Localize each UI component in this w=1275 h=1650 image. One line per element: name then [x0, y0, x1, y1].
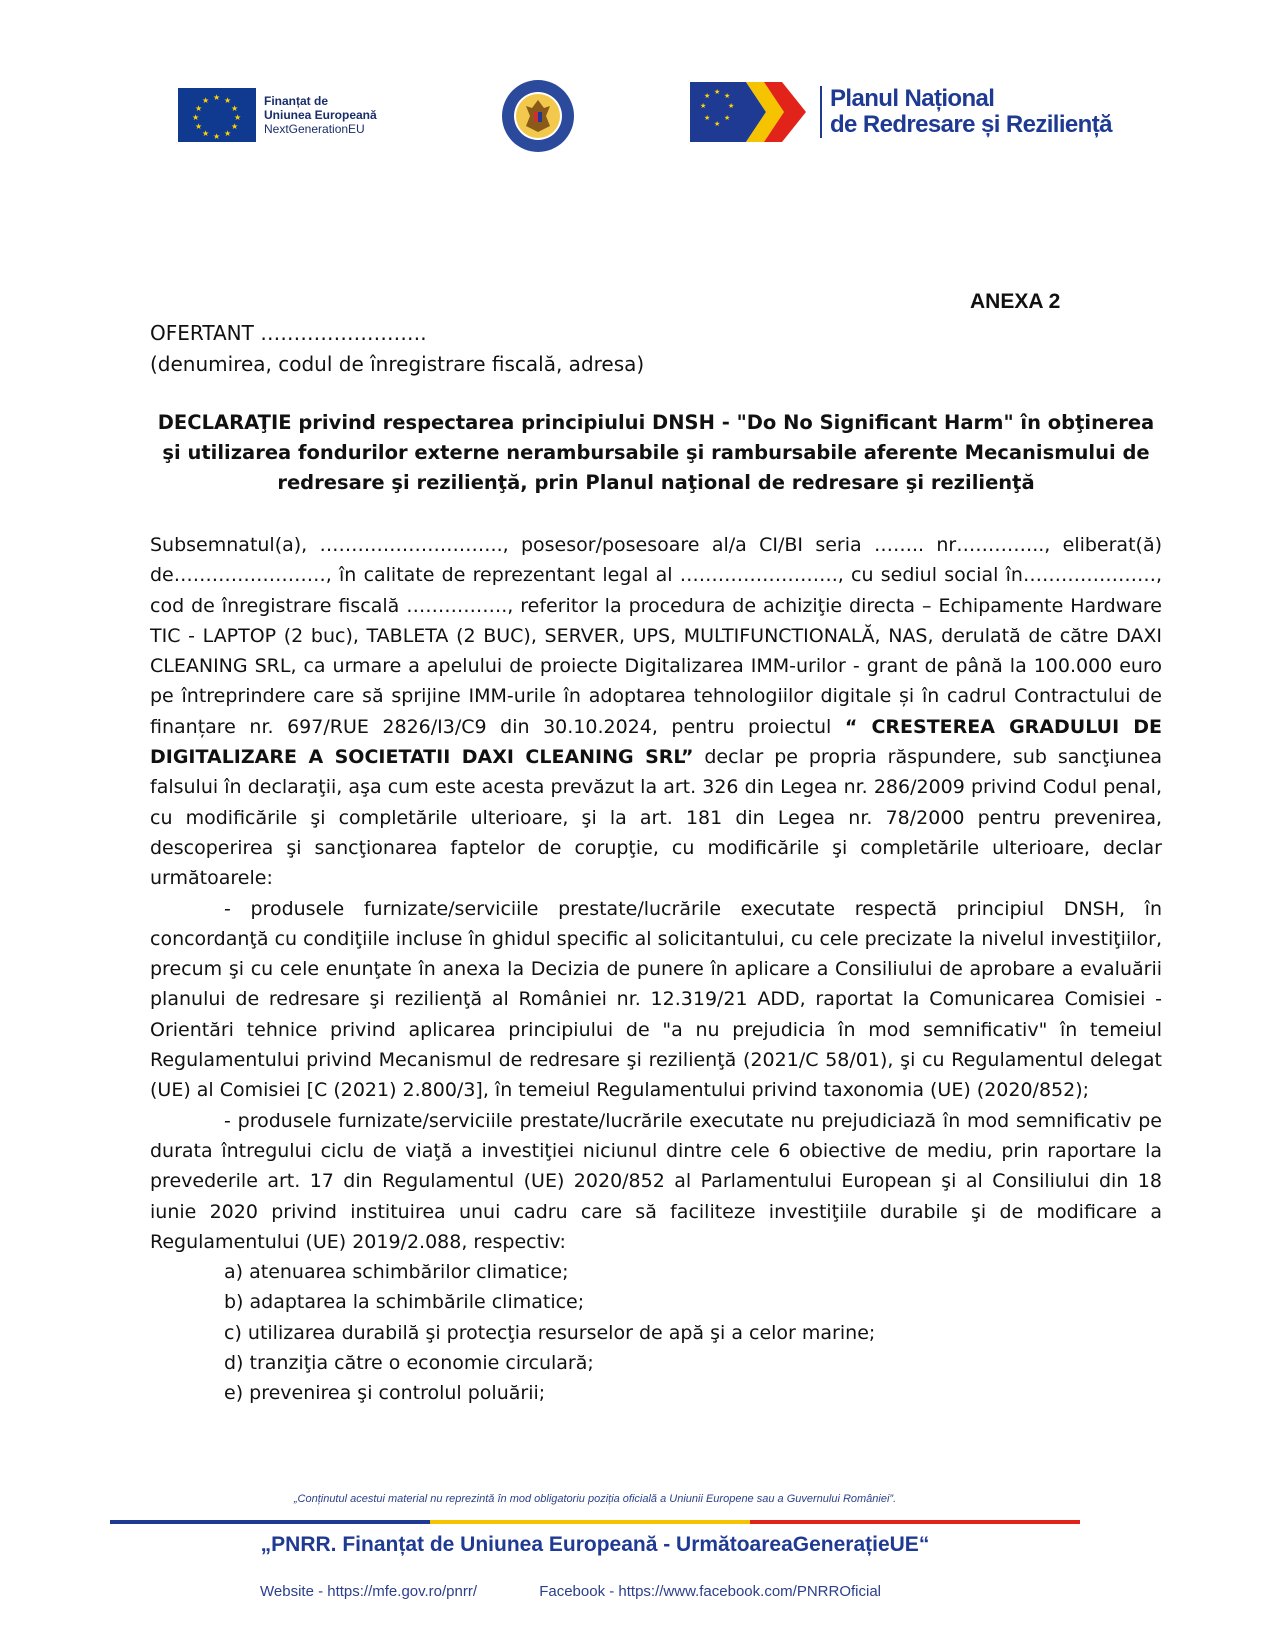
paragraph-1-text-a: Subsemnatul(a), ……………………….., posesor/posesoare al/a CI/BI seria …….. nr………….., eliberat(ă) de……………………, în calitate de reprezentant legal al ……………………., cu sediul social în…………………, cod de înregistrare fiscală ……………., referitor la procedura de achiziţie directa – Echipamente Hardware TIC - LAPTOP (2 buc), TABLETA (2 BUC), SERVER, UPS, MULTIFUNCTIONALĂ, NAS, derulată de către DAXI CLEANING SRL, ca urmare a apelului de proiecte Digitalizarea IMM-urilor - grant de până la 100.000 euro pe întreprindere care să sprijine IMM-urile în adoptarea tehnologiilor digitale și în cadrul Contractului de finanțare nr. 697/RUE 2826/I3/C9 din 30.10.2024, pentru proiectul	[150, 534, 1162, 738]
pnrr-line1: Planul Național	[830, 85, 995, 112]
bidder-block	[150, 318, 1162, 380]
eu-funding-logo	[178, 88, 377, 142]
paragraph-1	[150, 530, 1162, 894]
paragraph-2: - produsele furnizate/serviciile prestate/lucrările executate respectă principiul DNSH, în concordanţă cu condiţiile incluse în ghidul specific al solicitantului, cu cele precizate la nivelul investiţiilor, precum şi cu cele enunţate în anexa la Decizia de punere în aplicare a Consiliului de aprobare a evaluării planului de redresare şi rezilienţă al României nr. 12.319/21 ADD, raportat la Comunicarea Comisiei - Orientări tehnice privind aplicarea principiului de "a nu prejudicia în mod semnificativ" în temeiul Regulamentului privind Mecanismul de redresare şi rezilienţă (2021/C 58/01), şi cu Regulamentul delegat (UE) al Comisiei [C (2021) 2.800/3], în temeiul Regulamentului privind taxonomia (UE) (2020/852);	[150, 897, 1162, 1102]
svg-text:★: ★	[728, 103, 735, 110]
footer-disclaimer: „Conținutul acestui material nu reprezintă în mod obligatoriu poziția oficială a Uniunii Europene sau a Guvernului României”.	[293, 1493, 897, 1505]
eu-logo-line1: Finanțat de	[264, 94, 329, 108]
svg-text:★: ★	[704, 93, 711, 100]
footer-tricolor-divider	[110, 1520, 1080, 1524]
pnrr-logo-text	[820, 86, 1112, 138]
bidder-line: OFERTANT …………………….	[150, 321, 427, 345]
bidder-details-hint: (denumirea, codul de înregistrare fiscală, adresa)	[150, 352, 645, 376]
eu-logo-line2: Uniunea Europeană	[264, 108, 377, 122]
facebook-link[interactable]: Facebook - https://www.facebook.com/PNRROficial	[539, 1583, 881, 1600]
eu-logo-text	[264, 94, 377, 136]
eu-flag-icon: ★ ★ ★ ★ ★ ★ ★ ★ ★ ★ ★ ★	[178, 88, 256, 142]
eu-logo-line3: NextGenerationEU	[264, 122, 365, 136]
list-item: a) atenuarea schimbărilor climatice;	[224, 1261, 569, 1284]
romanian-government-seal	[500, 78, 576, 154]
pnrr-arrow-icon	[690, 80, 810, 144]
list-item: c) utilizarea durabilă şi protecţia resurselor de apă şi a celor marine;	[224, 1321, 876, 1344]
list-item: d) tranziţia către o economie circulară;	[224, 1352, 594, 1375]
svg-text:★: ★	[724, 115, 731, 122]
pnrr-logo	[690, 80, 1112, 144]
list-item: e) prevenirea şi controlul poluării;	[224, 1382, 546, 1405]
declaration-body	[150, 530, 1162, 1409]
svg-text:★: ★	[714, 89, 721, 96]
website-link[interactable]: Website - https://mfe.gov.ro/pnrr/	[260, 1583, 478, 1600]
paragraph-1-text-b: declar pe propria răspundere, sub sancţiunea falsului în declaraţii, aşa cum este acesta prevăzut la art. 326 din Legea nr. 286/2009 privind Codul penal, cu modificările şi completările ulterioare, şi la art. 181 din Legea nr. 78/2000 pentru prevenirea, descoperirea şi sancţionarea faptelor de corupţie, cu modificările şi completările ulterioare, declar următoarele:	[150, 746, 1162, 890]
svg-text:★: ★	[714, 121, 721, 128]
svg-text:★: ★	[724, 93, 731, 100]
svg-text:★: ★	[704, 115, 711, 122]
project-name: “ CRESTEREA GRADULUI DE DIGITALIZARE A SOCIETATII DAXI CLEANING SRL”	[150, 715, 1162, 769]
annex-label: ANEXA 2	[970, 290, 1061, 313]
pnrr-line2: de Redresare și Reziliență	[830, 111, 1112, 138]
list-item: b) adaptarea la schimbările climatice;	[224, 1291, 585, 1314]
footer-slogan: „PNRR. Finanțat de Uniunea Europeană - UrmătoareaGenerațieUE“	[260, 1533, 930, 1556]
footer-links	[260, 1583, 939, 1600]
svg-text:★: ★	[700, 103, 707, 110]
paragraph-3: - produsele furnizate/serviciile prestate/lucrările executate nu prejudiciază în mod semnificativ pe durata întregului ciclu de viaţă a investiţiei niciunul dintre cele 6 obiective de mediu, prin raportare la prevederile art. 17 din Regulamentul (UE) 2020/852 al Parlamentului European şi al Consiliului din 18 iunie 2020 privind instituirea unui cadru care să faciliteze investiţiile durabile şi de modificare a Regulamentului (UE) 2019/2.088, respectiv:	[150, 1109, 1162, 1253]
declaration-title: DECLARAŢIE privind respectarea principiului DNSH - "Do No Significant Harm" în obţinerea şi utilizarea fondurilor externe nerambursabile şi rambursabile aferente Mecanismului de redresare şi rezilienţă, prin Planul naţional de redresare şi rezilienţă	[157, 411, 1155, 494]
